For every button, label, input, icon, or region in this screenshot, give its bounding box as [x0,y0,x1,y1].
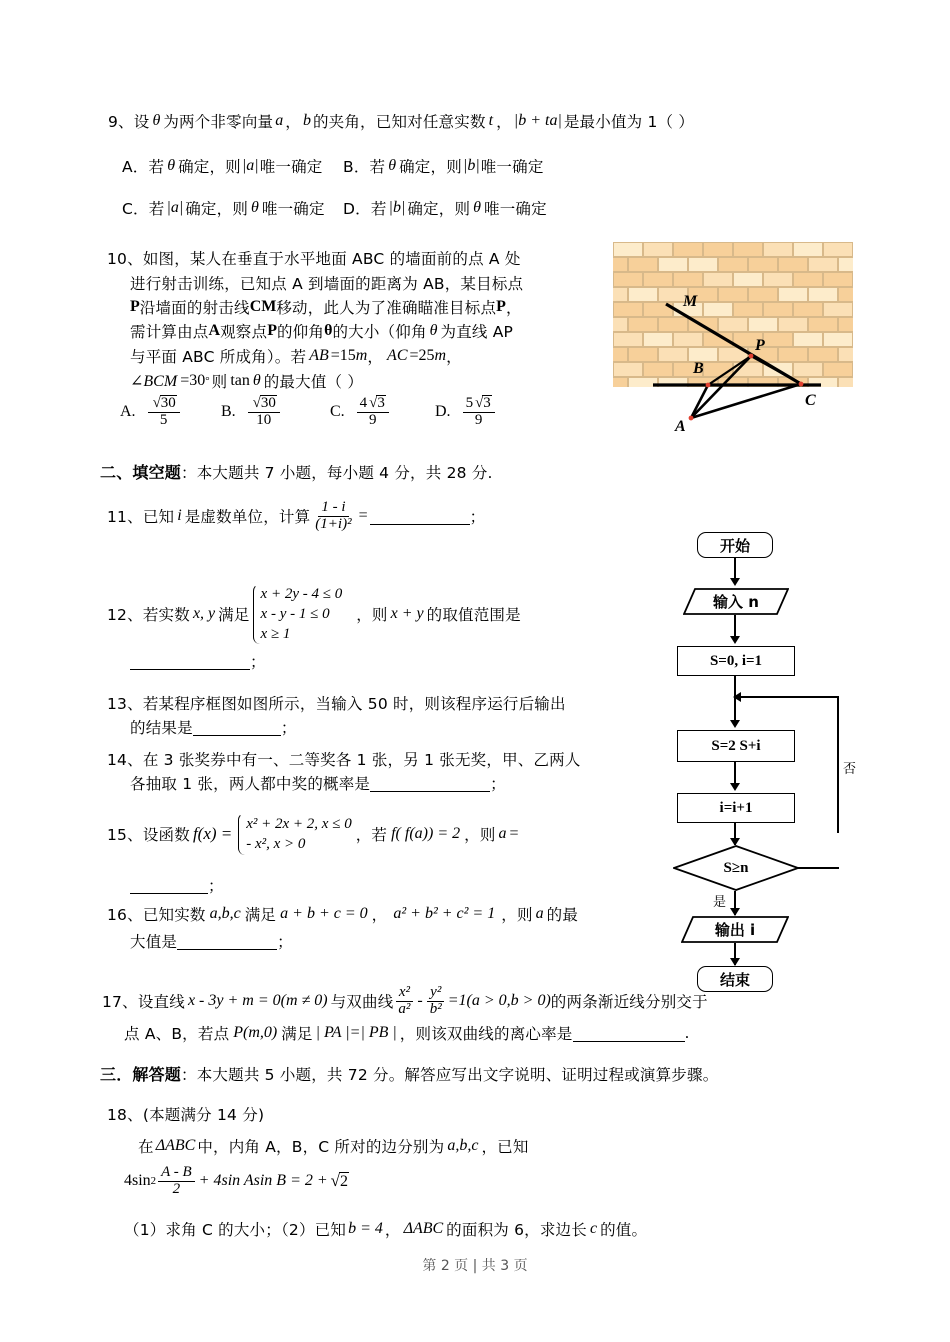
wall-figure-lines [613,242,853,440]
q10-line-2: 进行射击训练，已知点 A 到墙面的距离为 AB，某目标点 [130,275,524,293]
wall-label-P: P [755,337,765,354]
q17-terminator: . [684,1024,690,1042]
q15-text-2: 若 [371,826,388,844]
q10-point-p-2: P [496,298,506,315]
q17-text-2: 与双曲线 [330,993,394,1012]
q10-option-D-radicand: 3 [483,395,491,411]
q9-comma-1: ， [285,113,301,131]
wall-label-M: M [683,293,698,310]
q15-condition: f( f(a)) = 2 [391,825,461,842]
q17-conditions: =1(a > 0,b > 0) [447,992,551,1010]
q10-point-p-1: P [130,298,140,315]
q9-option-B-t1: 若 [369,158,386,176]
q18-formula-exponent: 2 [150,1175,157,1188]
q12-text-4: 的取值范围是 [426,606,521,624]
q18-sides: a,b,c [447,1137,479,1154]
degree-icon: ° [205,375,210,387]
q16-text-5: 大值是 [130,933,178,951]
q17-y-term [427,985,445,1018]
q10-option-B-denominator: 10 [256,411,272,428]
q17-line-equation: x - 3y + m = 0(m ≠ 0) [187,992,328,1010]
q10-option-B[interactable] [221,395,280,429]
q10-option-A-key: A. [120,402,136,420]
q17-text-6: ，则该双曲线的离心率是 [399,1025,573,1043]
q17-x-numerator: x² [396,985,413,1002]
q17-answer-blank[interactable] [573,1025,685,1042]
q10-ac-unit: m [434,347,447,364]
q18-sub-text-1: （1）求角 C 的大小；（2）已知 [124,1221,347,1239]
flowchart-output-label: 输出 i [714,921,756,939]
question-13-line-2 [130,716,297,738]
q17-y-numerator: y² [427,985,444,1002]
q16-comma-2: ， [501,906,517,924]
section-3-title: 三．解答题 [100,1065,182,1084]
question-17-line-1 [102,985,708,1018]
q11-fraction [312,500,354,533]
q10-ab-value: =15 [330,347,356,364]
q17-text-3: 的两条渐近线分别交于 [550,993,708,1012]
question-14-line-2 [130,772,506,794]
q12-inequality-2: x - y - 1 ≤ 0 [260,605,330,622]
q10-ab-label: AB [309,347,329,364]
q12-inequality-3: x ≥ 1 [260,625,291,642]
q15-function-def: f(x) = [192,824,233,843]
section-3-heading [100,1062,718,1085]
q12-comma: ， [356,606,372,624]
q18-formula-denominator: 2 [172,1180,181,1197]
flowchart-increment-node [677,793,795,823]
q10-point-a: A [208,322,221,339]
q9-stem-c: 的夹角，已知对任意实数 [312,113,486,131]
q9-option-A-s2: |a| [241,157,259,174]
q9-theta: θ [152,112,161,129]
q10-line-1: 10、如图，某人在垂直于水平地面 ABC 的墙面前的点 A 处 [107,250,521,268]
q9-stem-b: 为两个非零向量 [163,113,274,131]
page-footer: 第 2 页 | 共 3 页 [422,1258,528,1274]
question-17-line-2 [124,1022,690,1044]
q10-line3-text-1: 沿墙面的射击线 [139,299,250,317]
q12-text-3: 则 [371,606,388,624]
question-13-line-1: 13、若某程序框图如图所示，当输入 50 时，则该程序运行后输出 [107,695,566,713]
arrow-icon-2 [730,636,740,644]
q10-angle-bcm: ∠BCM [130,373,178,390]
q18-formula-sqrt: √2 [330,1171,349,1191]
q10-option-D-fraction [463,395,495,429]
q10-option-D-coef: 5 [465,395,474,411]
q15-equals: = [509,825,519,842]
q17-text-1: 17、设直线 [102,993,185,1012]
flowchart-end-node [697,966,773,992]
q9-option-A-key: A． [122,158,149,176]
q12-answer-line [130,650,266,672]
q9-option-A-t2: 确定，则 [178,158,241,176]
q18-formula-prefix: 4sin [124,1172,151,1190]
flowchart-input-node [683,588,789,615]
q18-formula-rest: + 4sin Asin B = 2 + [198,1172,328,1190]
q18-text-2: 中，内角 A，B，C 所对的边分别为 [197,1138,445,1156]
q17-minus: - [417,992,423,1010]
q14-text-2: 各抽取 1 张，两人都中奖的概率是 [130,775,371,793]
q10-ac-value: =25 [409,347,435,364]
q14-answer-blank[interactable] [370,775,490,792]
wall-label-A: A [675,418,686,435]
q9-option-B-s1: θ [388,157,397,174]
q10-line4-text-5: 为直线 AP [440,323,514,341]
flowchart-output-node [681,916,789,943]
q10-line4-text-2: 观察点 [220,323,268,341]
q9-option-B-key: B． [343,158,370,176]
flowchart-input-label: 输入 n [713,593,759,611]
q15-case-2: - x², x > 0 [246,835,306,852]
q9-option-C-s1: |a| [166,199,184,216]
arrow-icon-1 [730,578,740,586]
q12-text-1: 12、若实数 [107,606,190,624]
q9-option-A-t1: 若 [148,158,165,176]
q9-option-D-s1: |b| [388,199,406,216]
q18-sub-text-2: 的面积为 6，求边长 [446,1221,587,1239]
q15-text-3: 则 [479,826,496,844]
q18-sub-comma: ， [384,1221,401,1239]
question-18-formula [124,1165,349,1198]
flowchart-increment-label: i=i+1 [719,799,753,816]
q15-terminator: ； [208,877,224,895]
q15-case-1: x² + 2x + 2, x ≤ 0 [246,815,352,832]
q16-text-3: 则 [516,906,533,924]
section-2-title: 二、填空题 [100,463,182,482]
q17-y-denominator: b² [429,1000,442,1017]
q10-option-D-denominator: 9 [474,411,483,428]
q18-formula-radicand: 2 [340,1173,349,1191]
q9-vector-b: b [302,112,311,129]
piecewise-brace-icon [235,812,246,856]
q10-ac-label: AC [387,347,408,364]
q10-line6-text-1: 则 [211,373,228,391]
q9-var-t: t [488,112,494,129]
q9-option-C-t1: 若 [148,200,165,218]
q15-answer-line [130,874,224,896]
q12-answer-blank[interactable] [130,653,250,670]
flowchart-init-node [677,646,795,676]
q9-option-C[interactable] [122,197,325,219]
q16-equation-2: a² + b² + c² = 1 [393,905,496,922]
q13-text-2: 的结果是 [130,719,193,737]
q9-stem-a: 9、设 [108,113,150,131]
q11-denominator: (1+i)² [315,515,352,532]
question-16 [107,903,578,925]
q9-stem-d: 是最小值为 1（ ） [563,113,695,131]
q15-answer-blank[interactable] [130,877,208,894]
arrow-icon-7 [730,958,740,966]
q9-option-B[interactable] [343,155,544,177]
q11-text-1: 11、已知 [107,508,175,527]
q10-option-A[interactable] [120,395,180,429]
q12-inequality-1: x + 2y - 4 ≤ 0 [260,585,343,602]
question-14-line-1: 14、在 3 张奖券中有一、二等奖各 1 张，另 1 张无奖，甲、乙两人 [107,751,581,769]
q18-side-c: c [589,1220,598,1237]
flowchart-start-node [697,532,773,558]
q9-option-C-key: C． [122,200,149,218]
system-brace-icon [250,583,261,645]
q9-option-A-s1: θ [167,157,176,174]
flowchart-no-label: 否 [843,762,857,777]
q10-line3-comma: ， [505,299,522,317]
q10-segment-cm: CM [249,298,277,315]
flowchart-start-label: 开始 [719,536,750,555]
decision-to-loop-line [798,867,839,869]
q10-option-B-numerator: √30 [248,395,280,413]
q10-line6-text-2: 的最大值（ ） [263,373,364,391]
q9-option-B-t2: 确定，则 [399,158,462,176]
flowchart-accumulate-label: S=2 S+i [711,737,761,754]
q18-text-1: 在 [138,1138,154,1156]
q12-expression: x + y [390,605,424,622]
q9-option-C-t3: 唯一确定 [261,200,325,218]
q9-expression: |b + ta| [513,112,562,129]
q18-formula-numerator: A - B [158,1165,195,1182]
question-18-line-1 [138,1135,529,1157]
q10-line3-text-2: 移动，此人为了准确瞄准目标点 [276,299,497,317]
q18-side-b-value: b = 4 [348,1220,383,1237]
q18-formula-fraction [158,1165,195,1198]
q17-x-denominator: a² [398,1000,411,1017]
q11-numerator: 1 - i [318,500,348,517]
q10-line5-comma-2: ， [446,348,462,366]
q18-text-3: ，已知 [481,1138,529,1156]
q9-option-D-s2: θ [473,199,482,216]
q16-answer-blank[interactable] [177,933,277,950]
q10-option-D-key: D. [435,402,451,420]
q10-option-C-coef: 4 [359,395,368,411]
q9-comma-2: ， [496,113,512,131]
q10-option-C-radicand: 3 [377,395,385,411]
q11-text-2: 是虚数单位，计算 [184,508,311,527]
flowchart-accumulate-node [677,730,795,762]
q10-option-C[interactable] [330,395,389,429]
q10-line5-comma-1: ， [367,348,384,366]
section-2-subtitle: ：本大题共 7 小题，每小题 4 分，共 28 分. [181,463,493,482]
q12-text-2: 满足 [218,606,250,624]
q17-text-5: 满足 [281,1025,313,1043]
arrow-icon-6 [730,908,740,916]
q11-equals: = [358,507,368,525]
wall-label-B: B [693,360,704,377]
q10-line-5 [130,345,462,367]
q10-option-D[interactable] [435,395,495,429]
q15-variable-a: a [498,825,507,842]
q10-line4-text-4: 的大小（仰角 [332,323,427,341]
q10-theta-bold: θ [324,322,333,339]
q10-option-B-radicand: 30 [260,395,276,411]
q10-option-A-numerator: √30 [148,395,180,413]
q16-comma-1: ， [371,906,388,924]
q10-option-A-denominator: 5 [159,411,168,428]
q10-line4-text-1: 需计算由点 [130,323,209,341]
loop-line-horizontal [740,696,839,698]
arrow-icon-loop [733,692,741,702]
q9-option-D[interactable] [343,197,547,219]
program-flowchart [655,530,870,989]
question-18-subquestions [124,1218,647,1240]
q10-option-C-denominator: 9 [369,411,377,428]
q16-text-1: 16、已知实数 [107,906,206,924]
q9-option-C-s2: θ [251,199,259,216]
q10-line5-text-1: 与平面 ABC 所成角）。若 [130,348,307,366]
q9-option-C-t2: 确定，则 [185,200,249,218]
q10-tan: tan [230,372,250,389]
q10-line-4 [130,320,513,342]
q10-tan-theta: θ [252,372,261,389]
q16-text-2: 满足 [244,906,277,924]
flowchart-decision-label: S≥n [723,859,749,876]
q17-text-4: 点 A、B，若点 [124,1025,230,1043]
q13-answer-blank[interactable] [193,719,281,736]
q10-line4-text-3: 的仰角 [276,323,325,341]
flowchart-end-label: 结束 [719,970,750,989]
q10-option-B-fraction [248,395,280,429]
q18-triangle-abc-2: ΔABC [403,1220,444,1237]
q16-equation-1: a + b + c = 0 [280,905,368,922]
question-9-stem [108,110,694,132]
q11-imaginary-unit: i [177,507,182,525]
q12-variables: x, y [192,605,216,622]
q9-option-D-t3: 唯一确定 [484,200,547,218]
q9-option-D-key: D． [343,200,371,218]
flowchart-yes-label: 是 [713,895,727,910]
q15-cases [246,816,351,853]
q17-x-term [395,985,413,1018]
q13-terminator: ； [280,719,297,737]
q10-line-6 [130,370,363,392]
q15-comma-1: ， [355,826,372,844]
q9-option-B-t3: 唯一确定 [480,158,544,176]
q10-option-D-numerator: 5 √3 [463,395,495,413]
question-18-title: 18、(本题满分 14 分) [107,1106,265,1124]
q9-option-B-s2: |b| [462,157,480,174]
section-2-heading [100,460,493,483]
flowchart-decision-node [673,845,799,891]
arrow-icon-3 [730,720,740,728]
q10-option-C-numerator: 4 √3 [357,395,389,413]
q9-option-A-t3: 唯一确定 [259,158,323,176]
q10-point-p-3: P [267,322,277,339]
flowchart-init-label: S=0, i=1 [709,652,763,669]
q10-option-C-fraction [357,395,389,429]
q17-distance-condition: | PA |=| PB | [315,1024,397,1041]
q10-ab-unit: m [355,347,368,364]
q11-terminator: ； [469,508,486,527]
wall-shooting-diagram [613,242,853,440]
q16-text-4: 的最 [546,906,579,924]
question-12 [107,583,521,645]
q16-terminator: ； [277,933,293,951]
q16-answer-line [130,930,293,952]
q18-triangle-abc-1: ΔABC [155,1137,196,1154]
q17-point-p: P(m,0) [233,1024,278,1041]
section-3-subtitle: ：本大题共 5 小题，共 72 分。解答应写出文字说明、证明过程或演算步骤。 [181,1065,719,1084]
q14-terminator: ； [490,775,506,793]
q16-variables: a,b,c [209,905,241,922]
q15-text-1: 15、设函数 [107,826,190,844]
q9-vector-a: a [275,112,284,129]
q10-option-C-key: C. [330,402,345,420]
q10-theta-italic: θ [429,322,438,339]
q10-option-B-key: B. [221,402,236,420]
q10-line-3 [130,296,522,318]
loop-line-vertical [837,696,839,833]
q9-option-A[interactable] [122,155,323,177]
q10-option-A-radicand: 30 [160,395,176,411]
q12-system [261,586,343,643]
q11-answer-blank[interactable] [370,508,470,525]
q18-sub-text-3: 的值。 [600,1221,648,1239]
arrow-icon-4 [730,783,740,791]
q10-angle-value: =30 [180,372,206,389]
q9-option-D-t1: 若 [370,200,387,218]
q16-variable-a: a [535,905,544,922]
wall-label-C: C [805,392,816,409]
q12-terminator: ； [250,653,266,671]
q9-option-D-t2: 确定，则 [407,200,471,218]
question-15 [107,812,519,856]
q15-comma-2: ， [464,826,480,844]
q10-option-A-fraction [148,395,180,429]
question-11 [107,500,485,533]
